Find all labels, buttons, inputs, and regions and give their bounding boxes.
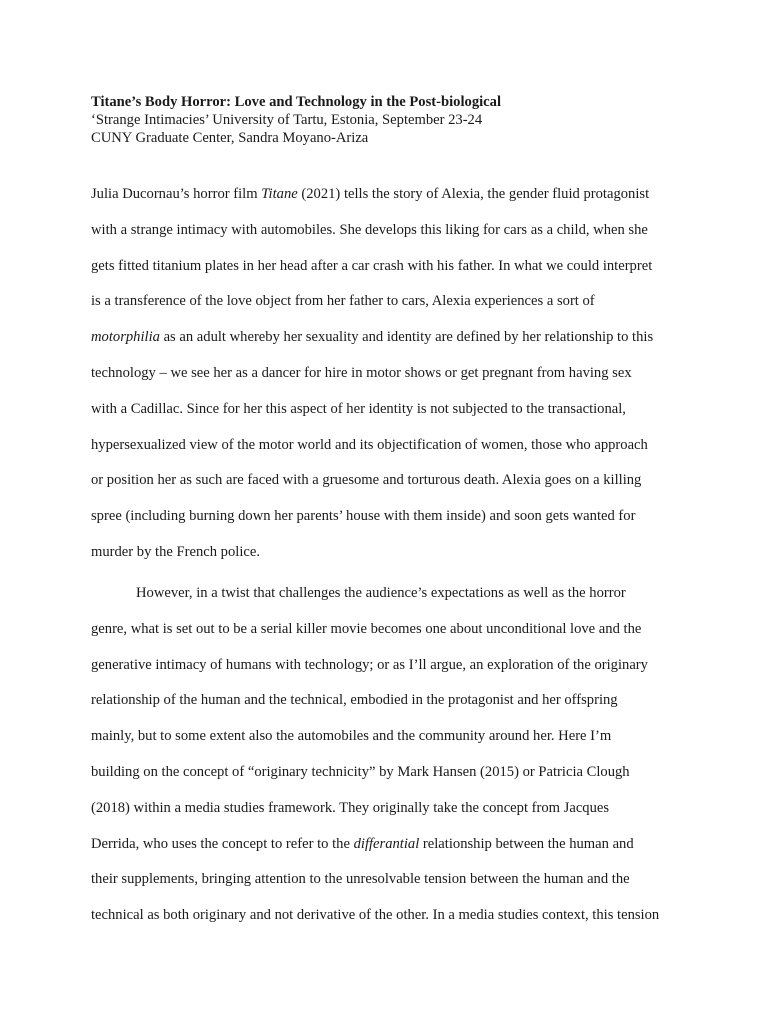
text-line: gets fitted titanium plates in her head after a car crash with his father. In what we could interpret [91, 257, 653, 274]
text-line: hypersexualized view of the motor world and its objectification of women, those who approach [91, 436, 648, 453]
text-line: genre, what is set out to be a serial killer movie becomes one about unconditional love and the [91, 620, 642, 637]
body-paragraph-2 [91, 576, 683, 934]
text-line [91, 177, 683, 213]
text-line: with a Cadillac. Since for her this aspect of her identity is not subjected to the transactional, [91, 400, 626, 417]
text-line [91, 827, 683, 863]
text-line: However, in a twist that challenges the audience’s expectations as well as the horror [136, 585, 626, 601]
text-line [91, 320, 683, 356]
text-run: Derrida, who uses the concept to refer to the [91, 835, 354, 852]
text-line: technology – we see her as a dancer for hire in motor shows or get pregnant from having sex [91, 364, 632, 381]
text-line: generative intimacy of humans with technology; or as I’ll argue, an exploration of the originary [91, 656, 648, 673]
text-line: spree (including burning down her parents’ house with them inside) and soon gets wanted for [91, 508, 636, 525]
affiliation-line: CUNY Graduate Center, Sandra Moyano-Ariza [91, 130, 369, 146]
body-paragraph-1 [91, 177, 683, 571]
conference-line: ‘Strange Intimacies’ University of Tartu, Estonia, September 23-24 [91, 112, 483, 128]
text-line: building on the concept of “originary technicity” by Mark Hansen (2015) or Patricia Clough [91, 763, 630, 780]
document-title: Titane’s Body Horror: Love and Technology in the Post-biological [91, 94, 502, 110]
text-run: Julia Ducornau’s horror film [91, 186, 262, 202]
text-line: is a transference of the love object from her father to cars, Alexia experiences a sort of [91, 293, 595, 310]
text-line: their supplements, bringing attention to the unresolvable tension between the human and the [91, 871, 630, 888]
text-line: (2018) within a media studies framework. They originally take the concept from Jacques [91, 799, 610, 816]
text-line: technical as both originary and not derivative of the other. In a media studies context, this tension [91, 907, 660, 924]
term-italic: differantial [353, 835, 420, 852]
text-run: relationship between the human and [419, 835, 634, 852]
text-run: (2021) tells the story of Alexia, the gender fluid protagonist [297, 186, 650, 202]
text-line: relationship of the human and the technical, embodied in the protagonist and her offspring [91, 692, 618, 709]
text-line: with a strange intimacy with automobiles. She develops this liking for cars as a child, when she [91, 221, 648, 238]
text-line: mainly, but to some extent also the automobiles and the community around her. Here I’m [91, 728, 612, 745]
text-line: murder by the French police. [91, 543, 260, 560]
term-italic: motorphilia [91, 329, 160, 346]
film-title-italic: Titane [261, 186, 298, 202]
text-line: or position her as such are faced with a gruesome and torturous death. Alexia goes on a killing [91, 472, 642, 489]
document-header [91, 93, 691, 147]
text-run: as an adult whereby her sexuality and identity are defined by her relationship to this [159, 329, 654, 346]
